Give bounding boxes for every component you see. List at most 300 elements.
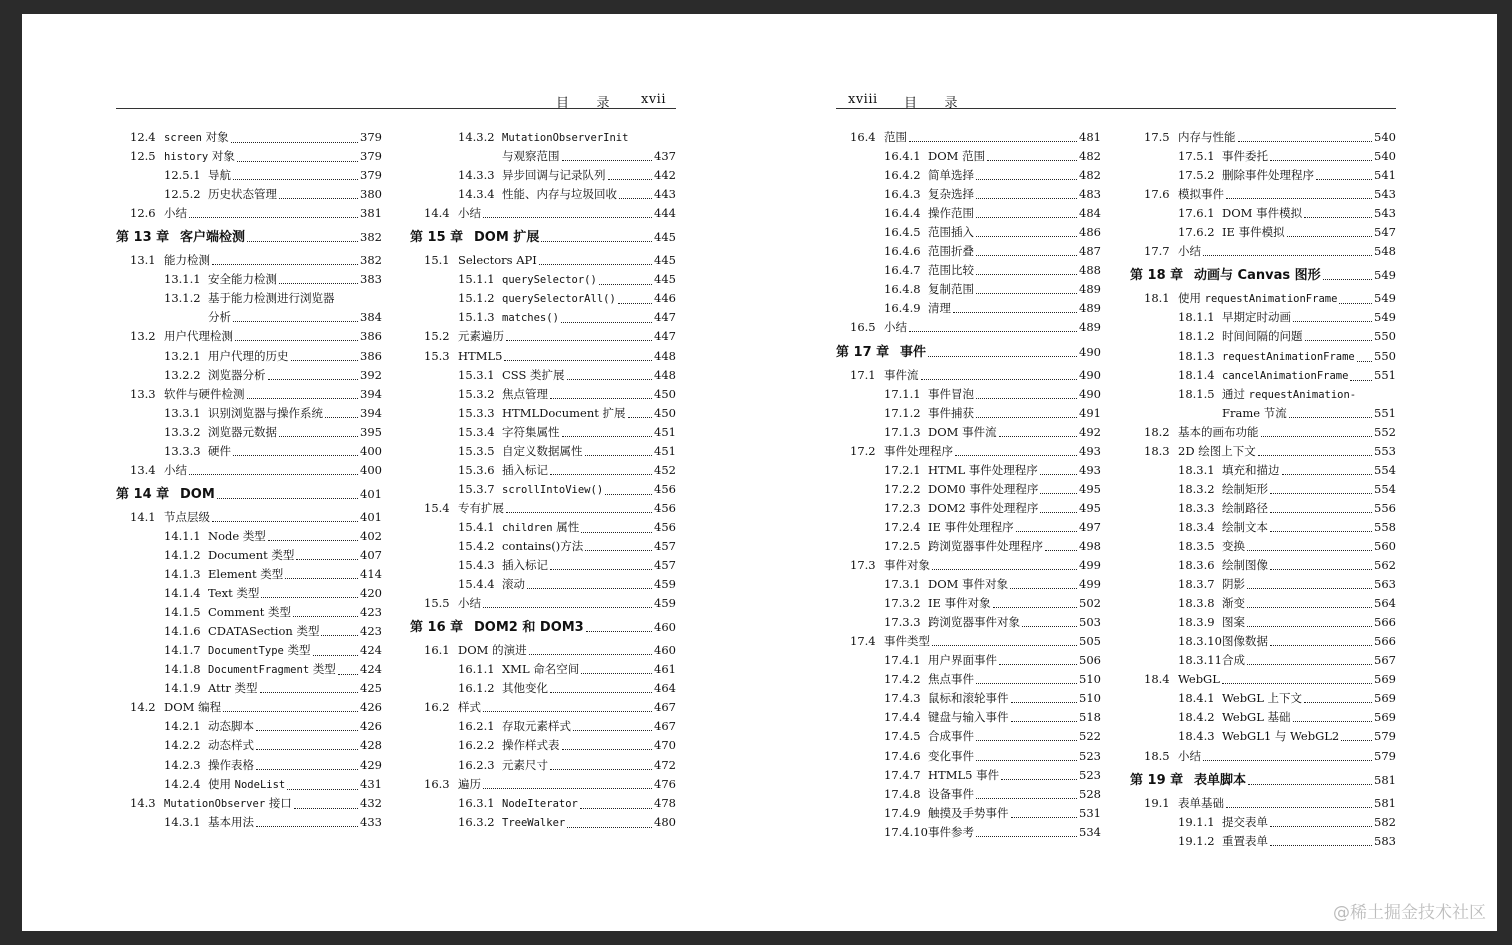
toc-entry-page: 433 (358, 813, 382, 832)
toc-entry[interactable] (836, 613, 1101, 632)
toc-entry-page: 452 (652, 461, 676, 480)
toc-entry[interactable] (116, 775, 382, 794)
toc-entry[interactable] (1130, 708, 1396, 727)
toc-entry[interactable] (836, 727, 1101, 746)
toc-entry-page: 563 (1372, 575, 1396, 594)
toc-entry[interactable] (410, 347, 676, 366)
toc-entry[interactable] (116, 546, 382, 565)
toc-leader-dots (1011, 689, 1078, 703)
toc-entry-number: 14.1.7 (164, 643, 201, 658)
toc-entry-title: 跨浏览器事件对象 (928, 613, 1022, 632)
toc-entry-page: 445 (652, 270, 676, 290)
toc-entry-title: 存取元素样式 (502, 717, 573, 736)
toc-entry-title: 表单脚本 (1194, 772, 1247, 788)
toc-entry-number: 18.5 (1144, 748, 1170, 763)
toc-chapter-entry[interactable] (116, 485, 382, 504)
toc-entry-title: 操作范围 (928, 204, 976, 223)
left-header-rule (116, 108, 676, 109)
toc-leader-dots (562, 423, 653, 437)
toc-entry-title: DOM 事件流 (928, 423, 999, 442)
toc-entry-page: 407 (358, 546, 382, 565)
toc-entry[interactable] (410, 679, 676, 698)
toc-entry-number: 16.4.5 (884, 225, 921, 240)
toc-entry[interactable] (1130, 651, 1396, 670)
toc-entry-number: 14.3.2 (458, 130, 495, 144)
toc-entry[interactable] (836, 785, 1101, 804)
toc-entry[interactable] (410, 204, 676, 223)
toc-entry-number: 17.4.10 (884, 824, 928, 839)
toc-entry-number: 15.2 (424, 329, 450, 344)
toc-entry-number: 17.4.7 (884, 767, 921, 782)
toc-entry-page: 492 (1077, 423, 1101, 442)
watermark: @稀土掘金技术社区 (1333, 903, 1486, 923)
toc-entry[interactable] (836, 242, 1101, 261)
toc-leader-dots (581, 660, 652, 674)
toc-entry[interactable] (836, 537, 1101, 556)
toc-entry[interactable] (410, 499, 676, 518)
toc-entry[interactable] (410, 308, 676, 327)
toc-leader-dots (325, 404, 358, 418)
toc-entry-page: 472 (652, 756, 676, 775)
toc-entry-title: 重置表单 (1222, 832, 1270, 851)
toc-entry-page: 503 (1077, 613, 1101, 632)
toc-entry-title: 填充和描边 (1222, 461, 1282, 480)
toc-entry[interactable] (1130, 727, 1396, 746)
toc-entry-page: 394 (358, 404, 382, 423)
toc-entry[interactable] (116, 508, 382, 527)
toc-entry[interactable] (116, 756, 382, 775)
toc-entry[interactable] (116, 660, 382, 679)
toc-entry[interactable] (410, 518, 676, 537)
toc-entry[interactable] (116, 404, 382, 423)
toc-entry-number: 16.1 (424, 643, 450, 658)
toc-entry[interactable] (1130, 327, 1396, 346)
toc-chapter-entry[interactable] (116, 228, 382, 247)
toc-leader-dots (1247, 651, 1372, 665)
toc-leader-dots (313, 641, 359, 656)
toc-entry-page: 380 (358, 185, 382, 204)
toc-entry-number: 14.2 (130, 700, 156, 715)
toc-entry-number: 15.1.2 (458, 291, 495, 306)
toc-entry-page: 401 (358, 508, 382, 527)
toc-entry[interactable] (116, 717, 382, 736)
toc-entry[interactable] (836, 804, 1101, 823)
toc-entry-page: 490 (1077, 385, 1101, 404)
toc-entry[interactable] (1130, 747, 1396, 766)
toc-entry-title: 绘制文本 (1222, 518, 1270, 537)
toc-entry-title: 用户代理的历史 (208, 347, 291, 366)
toc-entry[interactable] (836, 708, 1101, 727)
toc-leader-dots (1011, 804, 1078, 818)
toc-leader-dots (1040, 461, 1077, 475)
toc-entry[interactable] (116, 584, 382, 603)
toc-entry-title: NodeIterator (502, 794, 580, 814)
toc-entry-number: 18.1.4 (1178, 367, 1215, 382)
toc-entry-number: 17.1 (850, 367, 876, 382)
toc-entry-title: 键盘与输入事件 (928, 708, 1011, 727)
toc-entry[interactable] (410, 698, 676, 717)
toc-leader-dots (619, 185, 652, 199)
toc-entry-page: 569 (1372, 670, 1396, 689)
toc-entry-page: 426 (358, 698, 382, 717)
toc-entry[interactable] (410, 442, 676, 461)
toc-entry[interactable] (1130, 147, 1396, 166)
toc-entry-title: 事件捕获 (928, 404, 976, 423)
toc-entry-page: 554 (1372, 480, 1396, 499)
toc-entry-page: 498 (1077, 537, 1101, 556)
toc-entry[interactable] (836, 575, 1101, 594)
toc-leader-dots (1270, 813, 1372, 827)
toc-entry[interactable] (410, 289, 676, 308)
toc-entry-title: HTML5 (458, 347, 504, 366)
toc-entry[interactable] (410, 556, 676, 575)
toc-entry-page: 583 (1372, 832, 1396, 851)
toc-entry[interactable] (836, 480, 1101, 499)
toc-leader-dots (999, 423, 1077, 437)
toc-entry-page: 552 (1372, 423, 1396, 442)
toc-entry[interactable] (1130, 308, 1396, 327)
toc-entry[interactable] (1130, 813, 1396, 832)
toc-entry-page: 567 (1372, 651, 1396, 670)
toc-entry[interactable] (116, 147, 382, 166)
toc-entry[interactable] (410, 736, 676, 755)
toc-entry[interactable] (116, 385, 382, 404)
toc-entry[interactable] (836, 385, 1101, 404)
toc-entry[interactable] (1130, 670, 1396, 689)
toc-entry-page: 579 (1372, 747, 1396, 766)
toc-entry-page: 382 (358, 228, 382, 247)
toc-entry[interactable] (1130, 423, 1396, 442)
toc-entry[interactable] (410, 385, 676, 404)
toc-entry-title: 小结 (1178, 242, 1203, 261)
toc-entry-title: IE 事件处理程序 (928, 518, 1016, 537)
toc-entry-number: 14.1.1 (164, 528, 201, 543)
toc-entry-number: 18.3.8 (1178, 596, 1215, 611)
toc-entry-title: 焦点管理 (502, 385, 550, 404)
toc-entry-number: 13.3.3 (164, 443, 201, 458)
toc-entry-number: 14.3.3 (458, 168, 495, 183)
toc-entry[interactable] (1130, 794, 1396, 813)
toc-entry[interactable] (116, 461, 382, 480)
toc-entry[interactable] (1130, 366, 1396, 385)
toc-entry[interactable] (1130, 499, 1396, 518)
toc-entry[interactable] (836, 747, 1101, 766)
toc-entry-number: 17.4.9 (884, 805, 921, 820)
toc-entry-title: Document 类型 (208, 546, 296, 565)
toc-entry[interactable] (836, 204, 1101, 223)
toc-entry[interactable] (836, 299, 1101, 318)
toc-entry[interactable] (410, 537, 676, 556)
toc-entry[interactable] (116, 641, 382, 660)
toc-entry[interactable] (116, 794, 382, 813)
toc-chapter-entry[interactable] (410, 618, 676, 637)
toc-entry-title: 鼠标和滚轮事件 (928, 689, 1011, 708)
toc-entry[interactable] (116, 185, 382, 204)
toc-entry-number: 18.3.4 (1178, 519, 1215, 534)
toc-entry[interactable] (836, 689, 1101, 708)
toc-entry[interactable] (410, 575, 676, 594)
toc-entry-title: 小结 (1178, 747, 1203, 766)
toc-entry-page: 431 (358, 775, 382, 795)
toc-entry-page: 487 (1077, 242, 1101, 261)
toc-entry-page: 460 (652, 641, 676, 660)
toc-leader-dots (976, 223, 1077, 237)
toc-leader-dots (217, 485, 358, 499)
toc-entry-title: MutationObserverInit (502, 128, 630, 148)
toc-entry-title: 绘制图像 (1222, 556, 1270, 575)
toc-entry-title: DOM2 事件处理程序 (928, 499, 1040, 518)
toc-entry-page: 386 (358, 347, 382, 366)
toc-entry[interactable] (836, 147, 1101, 166)
toc-entry[interactable] (116, 679, 382, 698)
toc-entry-number: 13.3.1 (164, 405, 201, 420)
toc-entry[interactable] (1130, 832, 1396, 851)
toc-entry[interactable] (836, 423, 1101, 442)
toc-entry-number: 第 17 章 (836, 344, 890, 360)
toc-entry[interactable] (1130, 242, 1396, 261)
toc-entry[interactable] (1130, 518, 1396, 537)
toc-chapter-entry[interactable] (410, 228, 676, 247)
toc-entry-number: 17.3.3 (884, 615, 921, 630)
toc-entry-number: 12.5 (130, 149, 156, 164)
toc-entry[interactable] (116, 442, 382, 461)
toc-entry-page: 442 (652, 166, 676, 185)
toc-entry[interactable] (836, 518, 1101, 537)
toc-entry[interactable] (116, 327, 382, 346)
toc-entry[interactable] (836, 766, 1101, 785)
toc-entry-number: 13.2.1 (164, 348, 201, 363)
toc-entry-title: 小结 (458, 594, 483, 613)
toc-entry[interactable] (1130, 480, 1396, 499)
toc-entry-title: 识别浏览器与操作系统 (208, 404, 325, 423)
toc-entry-number: 16.4.2 (884, 168, 921, 183)
toc-entry-number: 12.6 (130, 206, 156, 221)
toc-entry[interactable] (410, 251, 676, 270)
toc-entry-page: 383 (358, 270, 382, 289)
toc-entry[interactable] (1130, 385, 1396, 404)
toc-entry-page: 550 (1372, 347, 1396, 367)
toc-entry-title: HTML 事件处理程序 (928, 461, 1040, 480)
toc-entry-number: 17.6.2 (1178, 225, 1215, 240)
toc-leader-dots (1293, 708, 1373, 722)
toc-leader-dots (953, 299, 1077, 313)
toc-entry-page: 493 (1077, 442, 1101, 461)
toc-entry-page: 382 (358, 251, 382, 270)
toc-entry[interactable] (410, 594, 676, 613)
toc-entry-page: 489 (1077, 299, 1101, 318)
toc-entry[interactable] (410, 480, 676, 499)
toc-leader-dots (1270, 518, 1372, 532)
toc-entry[interactable] (1130, 613, 1396, 632)
toc-entry-number: 12.4 (130, 130, 156, 144)
toc-entry[interactable] (1130, 461, 1396, 480)
toc-leader-dots (586, 618, 652, 632)
toc-entry[interactable] (410, 404, 676, 423)
toc-entry-number: 15.3.6 (458, 462, 495, 477)
toc-entry-number: 17.4.2 (884, 672, 921, 687)
toc-entry[interactable] (410, 185, 676, 204)
toc-entry[interactable] (1130, 185, 1396, 204)
toc-entry[interactable] (116, 270, 382, 289)
toc-leader-dots (550, 556, 652, 570)
toc-entry[interactable] (116, 736, 382, 755)
toc-entry[interactable] (1130, 347, 1396, 366)
toc-entry-page: 426 (358, 717, 382, 736)
toc-entry[interactable] (836, 556, 1101, 575)
toc-entry-number: 13.1.1 (164, 272, 201, 287)
toc-entry-page: 488 (1077, 261, 1101, 280)
toc-entry-title: 样式 (458, 698, 483, 717)
toc-leader-dots (279, 270, 358, 284)
toc-chapter-entry[interactable] (1130, 771, 1396, 790)
toc-leader-dots (567, 813, 652, 828)
toc-entry[interactable] (1130, 204, 1396, 223)
toc-entry[interactable] (836, 318, 1101, 337)
toc-entry[interactable] (1130, 442, 1396, 461)
toc-entry-page: 553 (1372, 442, 1396, 461)
toc-leader-dots (585, 442, 653, 456)
toc-entry-title: 节点层级 (164, 508, 212, 527)
toc-entry-title: MutationObserver 接口 (164, 794, 294, 814)
toc-entry[interactable] (836, 461, 1101, 480)
toc-entry-page: 456 (652, 499, 676, 518)
toc-entry[interactable] (116, 166, 382, 185)
toc-entry[interactable] (410, 756, 676, 775)
toc-entry[interactable] (836, 632, 1101, 651)
toc-entry-page: 490 (1077, 366, 1101, 385)
toc-entry[interactable] (410, 641, 676, 660)
toc-chapter-entry[interactable] (1130, 266, 1396, 285)
toc-leader-dots (247, 228, 358, 242)
toc-leader-dots (1226, 185, 1372, 199)
toc-entry[interactable] (116, 423, 382, 442)
toc-entry[interactable] (836, 670, 1101, 689)
toc-leader-dots (909, 318, 1077, 332)
toc-entry-page: 566 (1372, 613, 1396, 632)
toc-entry[interactable] (410, 366, 676, 385)
toc-entry[interactable] (116, 128, 382, 147)
toc-entry[interactable] (410, 327, 676, 346)
toc-entry[interactable] (1130, 128, 1396, 147)
toc-entry-title: 使用 requestAnimationFrame (1178, 289, 1339, 309)
toc-entry-page: 476 (652, 775, 676, 794)
toc-entry[interactable] (410, 660, 676, 679)
toc-entry-title: 动态样式 (208, 736, 256, 755)
toc-entry-title: scrollIntoView() (502, 480, 605, 500)
toc-entry-number: 13.1 (130, 253, 156, 268)
toc-leader-dots (628, 404, 653, 418)
toc-entry[interactable] (410, 270, 676, 289)
toc-entry-title: 变化事件 (928, 747, 976, 766)
toc-entry[interactable] (1130, 537, 1396, 556)
toc-entry-page: 457 (652, 537, 676, 556)
toc-entry-title: Comment 类型 (208, 603, 293, 622)
toc-entry-page: 384 (358, 308, 382, 327)
toc-entry[interactable] (836, 366, 1101, 385)
toc-entry-page: 518 (1077, 708, 1101, 727)
toc-entry[interactable] (1130, 404, 1396, 423)
toc-entry[interactable] (836, 166, 1101, 185)
toc-entry-page: 470 (652, 736, 676, 755)
toc-entry[interactable] (410, 461, 676, 480)
toc-entry[interactable] (116, 698, 382, 717)
toc-leader-dots (1287, 223, 1372, 237)
toc-entry-page: 445 (652, 251, 676, 270)
toc-entry[interactable] (836, 823, 1101, 842)
toc-entry[interactable] (410, 775, 676, 794)
toc-leader-dots (233, 442, 358, 456)
toc-entry[interactable] (116, 204, 382, 223)
toc-chapter-entry[interactable] (836, 343, 1101, 362)
toc-entry-page: 540 (1372, 147, 1396, 166)
toc-entry[interactable] (116, 347, 382, 366)
toc-entry-title: 其他变化 (502, 679, 550, 698)
toc-entry[interactable] (836, 651, 1101, 670)
toc-entry[interactable] (116, 603, 382, 622)
toc-entry[interactable] (410, 717, 676, 736)
toc-leader-dots (1258, 442, 1372, 456)
toc-entry-title: 基本用法 (208, 813, 256, 832)
toc-entry[interactable] (410, 166, 676, 185)
toc-entry[interactable] (410, 423, 676, 442)
toc-entry[interactable] (1130, 289, 1396, 308)
toc-entry[interactable] (1130, 632, 1396, 651)
toc-entry-title: 自定义数据属性 (502, 442, 585, 461)
toc-leader-dots (1304, 204, 1372, 218)
toc-leader-dots (573, 717, 652, 731)
toc-entry[interactable] (116, 366, 382, 385)
toc-entry[interactable] (1130, 556, 1396, 575)
toc-entry[interactable] (836, 499, 1101, 518)
toc-entry[interactable] (1130, 594, 1396, 613)
toc-entry[interactable] (836, 594, 1101, 613)
toc-entry[interactable] (1130, 575, 1396, 594)
toc-entry[interactable] (836, 442, 1101, 461)
toc-entry[interactable] (116, 813, 382, 832)
right-page-header-label: 目 录 (904, 96, 959, 111)
toc-entry[interactable] (836, 223, 1101, 242)
toc-entry[interactable] (116, 251, 382, 270)
toc-entry[interactable] (116, 622, 382, 641)
toc-entry-number: 15.4 (424, 500, 450, 515)
toc-leader-dots (1289, 404, 1372, 418)
toc-entry-number: 13.3.2 (164, 424, 201, 439)
toc-entry-title: 绘制路径 (1222, 499, 1270, 518)
toc-entry[interactable] (116, 565, 382, 584)
toc-entry[interactable] (1130, 689, 1396, 708)
toc-entry[interactable] (410, 813, 676, 832)
toc-leader-dots (268, 366, 359, 380)
toc-leader-dots (976, 185, 1077, 199)
toc-entry-title: WebGL 基础 (1222, 708, 1293, 727)
toc-entry[interactable] (836, 128, 1101, 147)
toc-entry-number: 16.2.2 (458, 738, 495, 753)
toc-entry[interactable] (836, 404, 1101, 423)
toc-entry[interactable] (116, 308, 382, 327)
toc-entry[interactable] (410, 128, 676, 147)
toc-entry[interactable] (410, 794, 676, 813)
toc-entry[interactable] (116, 289, 382, 308)
toc-entry-title: 元素尺寸 (502, 756, 550, 775)
toc-leader-dots (1304, 689, 1372, 703)
toc-entry[interactable] (1130, 166, 1396, 185)
toc-entry[interactable] (836, 280, 1101, 299)
toc-entry[interactable] (116, 527, 382, 546)
toc-entry[interactable] (836, 261, 1101, 280)
toc-entry[interactable] (836, 185, 1101, 204)
toc-entry[interactable] (410, 147, 676, 166)
toc-entry[interactable] (1130, 223, 1396, 242)
